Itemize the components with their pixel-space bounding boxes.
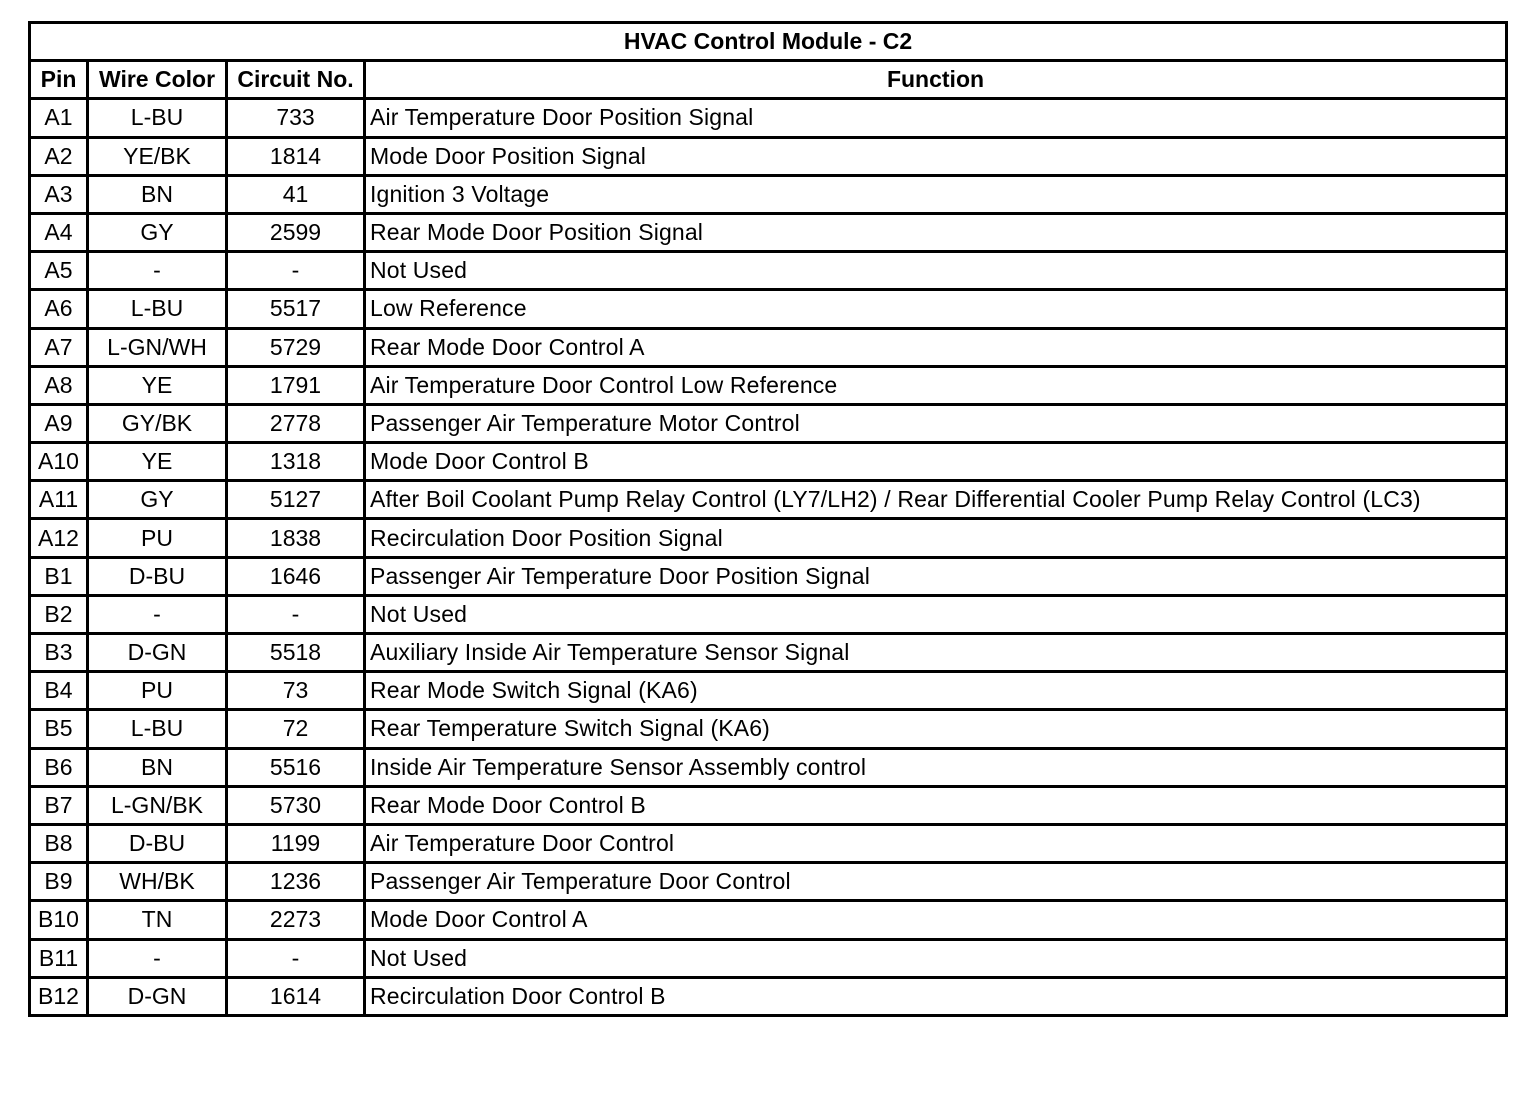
wire-color-cell: YE xyxy=(88,443,227,481)
circuit-number-cell: 1791 xyxy=(227,366,365,404)
circuit-number-cell: 1236 xyxy=(227,863,365,901)
function-cell: Rear Temperature Switch Signal (KA6) xyxy=(365,710,1507,748)
function-cell: Passenger Air Temperature Door Position Signal xyxy=(365,557,1507,595)
circuit-number-cell: 2273 xyxy=(227,901,365,939)
wire-color-cell: TN xyxy=(88,901,227,939)
circuit-number-cell: 5127 xyxy=(227,481,365,519)
circuit-number-cell: 1838 xyxy=(227,519,365,557)
wire-color-cell: PU xyxy=(88,519,227,557)
connector-pinout-table xyxy=(28,21,1508,1017)
wire-color-cell: YE/BK xyxy=(88,137,227,175)
pin-cell: B1 xyxy=(30,557,88,595)
table-row xyxy=(30,939,1507,977)
wire-color-cell: - xyxy=(88,252,227,290)
wire-color-cell: L-BU xyxy=(88,710,227,748)
function-cell: Auxiliary Inside Air Temperature Sensor Signal xyxy=(365,634,1507,672)
circuit-number-cell: 5516 xyxy=(227,748,365,786)
function-cell: Air Temperature Door Position Signal xyxy=(365,99,1507,137)
function-cell: Rear Mode Door Control B xyxy=(365,786,1507,824)
function-cell: Not Used xyxy=(365,939,1507,977)
pin-cell: B6 xyxy=(30,748,88,786)
wire-color-cell: - xyxy=(88,939,227,977)
function-cell: Air Temperature Door Control Low Reference xyxy=(365,366,1507,404)
circuit-number-cell: - xyxy=(227,595,365,633)
circuit-number-cell: 5730 xyxy=(227,786,365,824)
circuit-number-cell: - xyxy=(227,939,365,977)
circuit-number-cell: 1199 xyxy=(227,824,365,862)
function-cell: Rear Mode Switch Signal (KA6) xyxy=(365,672,1507,710)
wire-color-cell: WH/BK xyxy=(88,863,227,901)
function-cell: Passenger Air Temperature Motor Control xyxy=(365,404,1507,442)
circuit-number-cell: 5518 xyxy=(227,634,365,672)
pin-cell: A6 xyxy=(30,290,88,328)
function-cell: Mode Door Position Signal xyxy=(365,137,1507,175)
circuit-number-cell: 1646 xyxy=(227,557,365,595)
table-row xyxy=(30,748,1507,786)
function-cell: Inside Air Temperature Sensor Assembly control xyxy=(365,748,1507,786)
function-cell: Passenger Air Temperature Door Control xyxy=(365,863,1507,901)
function-cell: Ignition 3 Voltage xyxy=(365,175,1507,213)
wire-color-cell: L-GN/BK xyxy=(88,786,227,824)
table-row xyxy=(30,252,1507,290)
circuit-number-cell: 1614 xyxy=(227,977,365,1015)
wire-color-cell: YE xyxy=(88,366,227,404)
wire-color-cell: D-BU xyxy=(88,557,227,595)
table-row xyxy=(30,404,1507,442)
header-pin: Pin xyxy=(30,61,88,99)
pin-cell: A12 xyxy=(30,519,88,557)
function-cell: After Boil Coolant Pump Relay Control (LY7/LH2) / Rear Differential Cooler Pump Relay Control (LC3) xyxy=(365,481,1507,519)
table-row xyxy=(30,710,1507,748)
table-title: HVAC Control Module - C2 xyxy=(30,23,1507,61)
circuit-number-cell: 2599 xyxy=(227,213,365,251)
table-row xyxy=(30,863,1507,901)
table-row xyxy=(30,175,1507,213)
function-cell: Not Used xyxy=(365,595,1507,633)
function-cell: Rear Mode Door Control A xyxy=(365,328,1507,366)
table-row xyxy=(30,328,1507,366)
table-row xyxy=(30,213,1507,251)
pin-cell: B12 xyxy=(30,977,88,1015)
wire-color-cell: D-BU xyxy=(88,824,227,862)
function-cell: Recirculation Door Control B xyxy=(365,977,1507,1015)
table-row xyxy=(30,443,1507,481)
wire-color-cell: L-BU xyxy=(88,99,227,137)
function-cell: Rear Mode Door Position Signal xyxy=(365,213,1507,251)
pin-cell: A7 xyxy=(30,328,88,366)
pin-cell: A2 xyxy=(30,137,88,175)
wire-color-cell: L-GN/WH xyxy=(88,328,227,366)
table-row xyxy=(30,290,1507,328)
header-wire-color: Wire Color xyxy=(88,61,227,99)
circuit-number-cell: - xyxy=(227,252,365,290)
pin-cell: B9 xyxy=(30,863,88,901)
pin-cell: A4 xyxy=(30,213,88,251)
table-row xyxy=(30,519,1507,557)
function-cell: Not Used xyxy=(365,252,1507,290)
circuit-number-cell: 5729 xyxy=(227,328,365,366)
wire-color-cell: GY xyxy=(88,481,227,519)
pin-cell: B3 xyxy=(30,634,88,672)
pin-cell: A8 xyxy=(30,366,88,404)
wire-color-cell: GY/BK xyxy=(88,404,227,442)
pin-cell: A10 xyxy=(30,443,88,481)
table-row xyxy=(30,634,1507,672)
pin-cell: A5 xyxy=(30,252,88,290)
pin-cell: B11 xyxy=(30,939,88,977)
table-header-row xyxy=(30,61,1507,99)
pin-cell: B7 xyxy=(30,786,88,824)
pin-cell: B10 xyxy=(30,901,88,939)
pin-cell: A1 xyxy=(30,99,88,137)
circuit-number-cell: 41 xyxy=(227,175,365,213)
wire-color-cell: L-BU xyxy=(88,290,227,328)
circuit-number-cell: 2778 xyxy=(227,404,365,442)
wire-color-cell: BN xyxy=(88,175,227,213)
wire-color-cell: GY xyxy=(88,213,227,251)
table-row xyxy=(30,366,1507,404)
table-row xyxy=(30,901,1507,939)
pin-cell: B5 xyxy=(30,710,88,748)
circuit-number-cell: 73 xyxy=(227,672,365,710)
table-row xyxy=(30,557,1507,595)
wire-color-cell: D-GN xyxy=(88,977,227,1015)
circuit-number-cell: 1318 xyxy=(227,443,365,481)
pin-cell: A9 xyxy=(30,404,88,442)
circuit-number-cell: 5517 xyxy=(227,290,365,328)
circuit-number-cell: 733 xyxy=(227,99,365,137)
table-row xyxy=(30,824,1507,862)
table-row xyxy=(30,786,1507,824)
pin-cell: A11 xyxy=(30,481,88,519)
table-row xyxy=(30,595,1507,633)
function-cell: Low Reference xyxy=(365,290,1507,328)
header-function: Function xyxy=(365,61,1507,99)
pin-cell: B4 xyxy=(30,672,88,710)
table-row xyxy=(30,137,1507,175)
circuit-number-cell: 1814 xyxy=(227,137,365,175)
function-cell: Air Temperature Door Control xyxy=(365,824,1507,862)
table-row xyxy=(30,672,1507,710)
table-title-row xyxy=(30,23,1507,61)
pin-cell: B2 xyxy=(30,595,88,633)
function-cell: Mode Door Control B xyxy=(365,443,1507,481)
wire-color-cell: D-GN xyxy=(88,634,227,672)
wire-color-cell: - xyxy=(88,595,227,633)
header-circuit-no: Circuit No. xyxy=(227,61,365,99)
pin-cell: B8 xyxy=(30,824,88,862)
wire-color-cell: PU xyxy=(88,672,227,710)
table-row xyxy=(30,99,1507,137)
wire-color-cell: BN xyxy=(88,748,227,786)
table-row xyxy=(30,481,1507,519)
pin-cell: A3 xyxy=(30,175,88,213)
circuit-number-cell: 72 xyxy=(227,710,365,748)
function-cell: Recirculation Door Position Signal xyxy=(365,519,1507,557)
table-body xyxy=(30,99,1507,1016)
function-cell: Mode Door Control A xyxy=(365,901,1507,939)
table-row xyxy=(30,977,1507,1015)
